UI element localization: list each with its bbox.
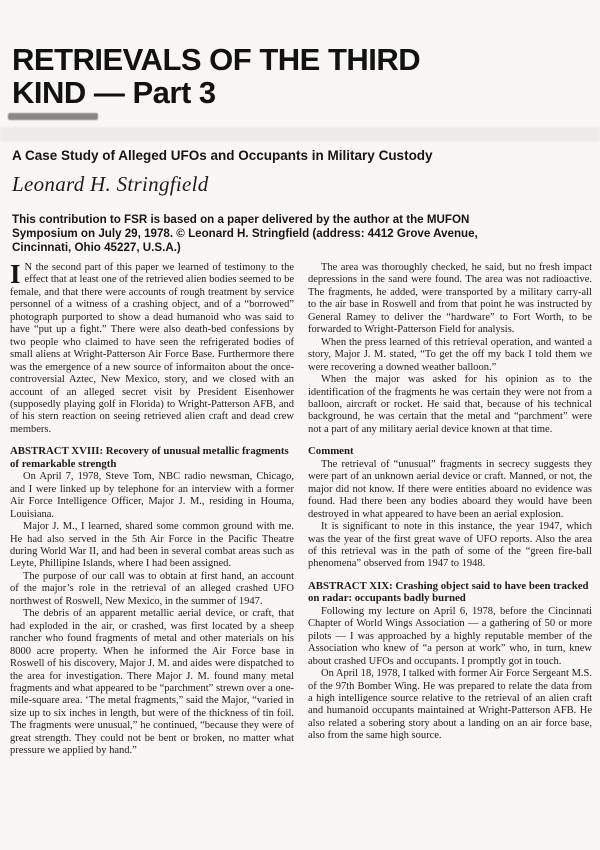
body-paragraph: Major J. M., I learned, shared some common ground with me. He had also served in the 5th Air Force in the Pacific Theatre during World War II, and had been in several combat areas such as Leyte, Phillipine Islands, where I had been assigned. <box>10 521 294 570</box>
body-paragraph: Following my lecture on April 6, 1978, before the Cincinnati Chapter of World Wings Association — a gathering of 50 or more pilots — I was approached by a highly reputable member of the Association who knew of “a person at work” who, in turn, knew about crashed UFOs and occupants. I promptly got in touch. <box>308 605 592 667</box>
body-paragraph: I N the second part of this paper we learned of testimony to the effect that at least one of the retrieved alien bodies seemed to be female, and that there were accounts of rough treatment by service personnel of a witness of a crashing object, and of a “borrowed” photograph purported to show a dead humanoid who was said to have “put up a fight.” There were also death-bed confessions by two people who claimed to have seen the refrigerated bodies of small aliens at Wright-Patterson Air Force Base. Furthermore there was the emergence of a new source of informaiton about the once-controversial Aztec, New Mexico, story, and we closed with an account of an alleged secret visit by President Eisenhower (supposedly playing golf in Florida) to Wright-Patterson AFB, and of his stern reaction on seeing retrieved alien craft and dead crew members. <box>10 259 294 435</box>
body-paragraph: It is significant to note in this instance, the year 1947, which was the year of the first great wave of UFO reports. Also the area of this retrieval was in the path of some of the “green fire-ball phenomena” observed from 1947 to 1948. <box>308 521 592 570</box>
body-paragraph: The retrieval of “unusual” fragments in secrecy suggests they were part of an unknown aerial device or craft. Manned, or not, the major did not know. If there were entities aboard no evidence was found. Had there been any bodies aboard they would have been destroyed in what appeared to have been an aerial explosion. <box>308 458 592 520</box>
body-paragraph: The area was thoroughly checked, he said, but no fresh impact depressions in the sand were found. The area was not radioactive. The fragments, he added, were transported by a military carry-all to the air base in Roswell and from that point he was instructed by General Ramey to deliver the “hardware” to Fort Worth, to be forwarded to Wright-Patterson Field for analysis. <box>308 262 592 336</box>
scan-artifact-band <box>0 127 600 142</box>
body-paragraph: When the major was asked for his opinion as to the identification of the fragments he was certain they were not from a balloon, aircraft or rocket. He said that, because of his technical background, he was certain that the metal and “parchment” were not a part of any military aerial device known at that time. <box>308 374 592 435</box>
body-paragraph: The purpose of our call was to obtain at first hand, an account of the major’s role in the retrieval of an alleged crashed UFO northwest of Roswell, New Mexico, in the summer of 1947. <box>10 570 294 607</box>
section-heading: Comment <box>308 445 354 458</box>
drop-cap: I <box>10 259 21 289</box>
article-body <box>10 259 592 758</box>
right-column <box>308 262 592 758</box>
article-subtitle: A Case Study of Alleged UFOs and Occupants in Military Custody <box>12 148 433 163</box>
body-paragraph: On April 7, 1978, Steve Tom, NBC radio newsman, Chicago, and I were linked up by telephone for an interview with a former Air Force Intelligence Officer, Major J. M., residing in Houma, Louisiana. <box>10 471 294 520</box>
body-paragraph: When the press learned of this retrieval operation, and wanted a story, Major J. M. stated, “To get the off my back I told them we were recovering a downed weather balloon.” <box>308 336 592 373</box>
section-heading: ABSTRACT XVIII: Recovery of unusual metallic fragments of remarkable strength <box>10 445 289 470</box>
body-paragraph: On April 18, 1978, I talked with former Air Force Sergeant M.S. of the 97th Bomber Wing. He was prepared to relate the data from a high intelligence source relative to the retrieval of an alien craft and humanoid occupants maintained at Wright-Patterson AFB. He also related a sobering story about a landing on an air force base, also from the same high source. <box>308 668 592 742</box>
article-title-line1: RETRIEVALS OF THE THIRD <box>12 42 421 77</box>
title-rule-smudge <box>8 113 98 120</box>
article-title <box>12 44 420 110</box>
article-title-line2: KIND — Part 3 <box>12 74 216 110</box>
left-column <box>10 259 294 758</box>
contribution-note: This contribution to FSR is based on a paper delivered by the author at the MUFON Symposium on July 29, 1978. © Leonard H. Stringfield (address: 4412 Grove Avenue, Cincinnati, Ohio 45227, U.S.A.) <box>12 213 478 255</box>
body-paragraph: The debris of an apparent metallic aerial device, or craft, that had exploded in the air, or crashed, was first located by a sheep rancher who found fragments of metal and other materials on his 8000 acre property. When he informed the Air Force base in Roswell of his discovery, Major J. M. and aides were dispatched to the area for investigation. There Major J. M. found many metal fragments and what appeared to be “parchment” strewn over a one-mile-square area. ‘The metal fragments,” said the Major, “varied in size up to six inches in length, but were of the thickness of tin foil. The fragments were unusual,” he continued, “because they were of great strength. They could not be bent or broken, no matter what pressure we applied by hand.” <box>10 608 294 757</box>
section-heading: ABSTRACT XIX: Crashing object said to have been tracked on radar: occupants badly burned <box>308 579 589 605</box>
author-byline: Leonard H. Stringfield <box>12 172 209 196</box>
